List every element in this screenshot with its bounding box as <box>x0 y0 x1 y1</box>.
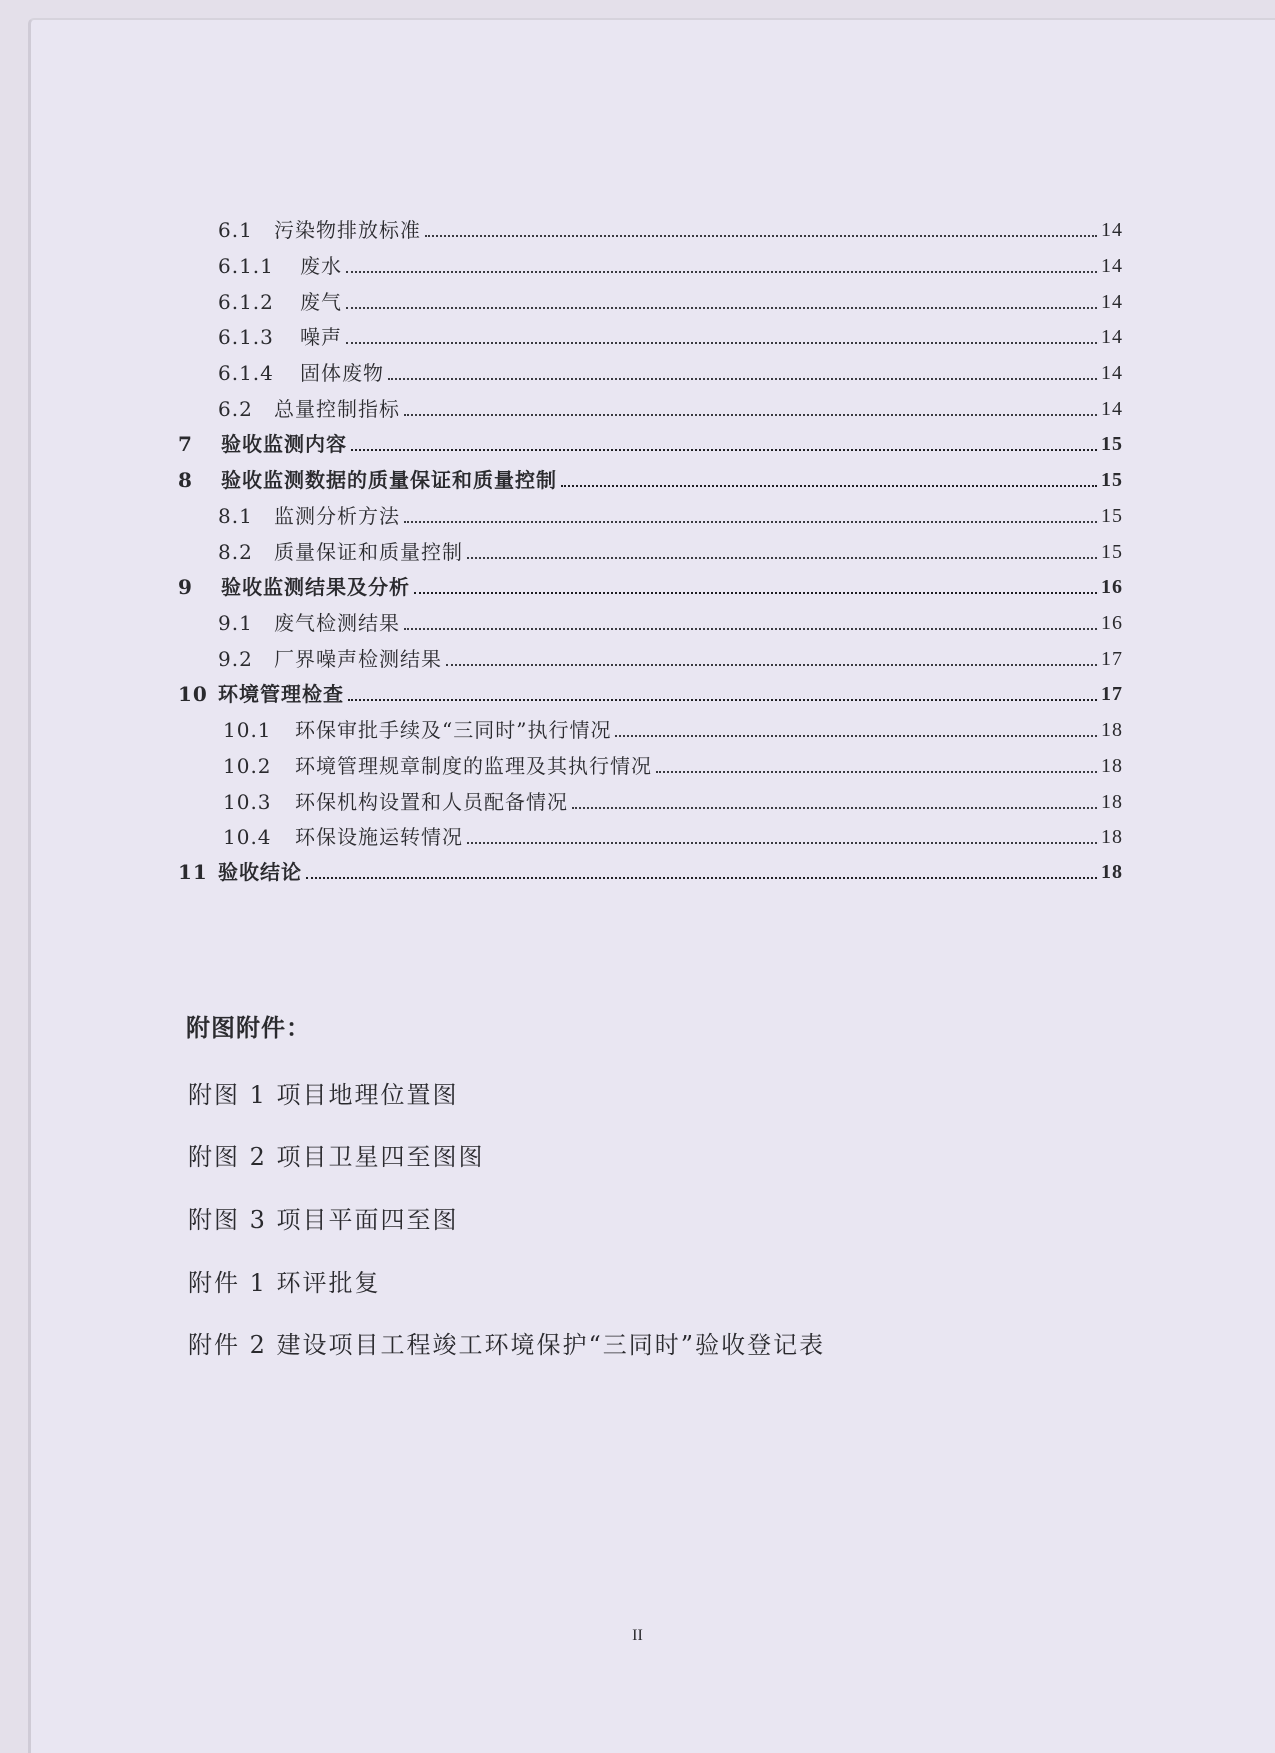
toc-dot-leader <box>346 271 1097 273</box>
attachments-heading: 附图附件： <box>186 1013 311 1042</box>
toc-dot-leader <box>404 414 1097 416</box>
toc-entry-page: 14 <box>1101 255 1123 277</box>
toc-entry[interactable] <box>178 677 1123 707</box>
toc-entry-title: 验收监测数据的质量保证和质量控制 <box>221 468 557 492</box>
toc-entry-page: 15 <box>1101 433 1123 455</box>
toc-entry-number: 7 <box>178 432 193 456</box>
toc-entry[interactable] <box>218 356 1123 386</box>
toc-entry[interactable] <box>218 535 1123 565</box>
toc-dot-leader <box>346 342 1097 344</box>
toc-entry-number: 8.1 <box>218 504 253 528</box>
toc-entry[interactable] <box>218 392 1123 422</box>
toc-entry[interactable] <box>218 642 1123 672</box>
toc-entry-page: 17 <box>1101 648 1123 670</box>
toc-entry-number: 6.1 <box>218 218 253 242</box>
toc-entry-number: 10.4 <box>223 825 272 849</box>
toc-entry-number: 9.2 <box>218 647 253 671</box>
toc-entry-number: 6.1.1 <box>218 254 274 278</box>
attachment-item: 附图 2 项目卫星四至图图 <box>188 1143 485 1171</box>
toc-entry[interactable] <box>223 820 1123 850</box>
attachment-item: 附件 1 环评批复 <box>188 1269 381 1297</box>
toc-entry-title: 固体废物 <box>300 361 384 385</box>
toc-entry-title: 环境管理规章制度的监理及其执行情况 <box>295 754 652 778</box>
toc-entry[interactable] <box>223 785 1123 815</box>
toc-entry-title: 废水 <box>300 254 342 278</box>
toc-entry-title: 验收结论 <box>218 860 302 884</box>
toc-entry-number: 11 <box>178 860 208 884</box>
attachment-item: 附图 3 项目平面四至图 <box>188 1206 459 1234</box>
toc-entry[interactable] <box>218 499 1123 529</box>
toc-entry-title: 污染物排放标准 <box>274 218 421 242</box>
toc-entry[interactable] <box>218 320 1123 350</box>
toc-entry-page: 14 <box>1101 291 1123 313</box>
toc-entry-title: 厂界噪声检测结果 <box>274 647 442 671</box>
toc-entry[interactable] <box>178 855 1123 885</box>
toc-entry[interactable] <box>218 285 1123 315</box>
toc-entry-page: 16 <box>1101 612 1123 634</box>
toc-entry[interactable] <box>223 749 1123 779</box>
toc-entry-number: 10 <box>178 682 208 706</box>
toc-entry-page: 18 <box>1101 755 1123 777</box>
toc-entry-title: 噪声 <box>300 325 342 349</box>
toc-dot-leader <box>446 664 1097 666</box>
toc-dot-leader <box>467 842 1097 844</box>
toc-entry-page: 15 <box>1101 541 1123 563</box>
toc-entry-title: 质量保证和质量控制 <box>274 540 463 564</box>
toc-dot-leader <box>346 307 1097 309</box>
toc-entry-title: 废气检测结果 <box>274 611 400 635</box>
toc-entry-number: 6.1.4 <box>218 361 274 385</box>
toc-entry-number: 6.2 <box>218 397 253 421</box>
toc-entry-title: 废气 <box>300 290 342 314</box>
toc-entry-title: 环境管理检查 <box>218 682 344 706</box>
toc-entry-title: 验收监测结果及分析 <box>221 575 410 599</box>
toc-entry[interactable] <box>178 463 1123 493</box>
toc-entry-number: 6.1.2 <box>218 290 274 314</box>
toc-entry-page: 15 <box>1101 469 1123 491</box>
toc-dot-leader <box>404 628 1097 630</box>
toc-entry-page: 18 <box>1101 861 1123 883</box>
toc-dot-leader <box>388 378 1097 380</box>
toc-entry-number: 9.1 <box>218 611 253 635</box>
toc-entry-page: 18 <box>1101 719 1123 741</box>
toc-entry[interactable] <box>223 713 1123 743</box>
toc-entry[interactable] <box>218 249 1123 279</box>
toc-entry-number: 10.2 <box>223 754 272 778</box>
toc-entry-title: 环保审批手续及“三同时”执行情况 <box>295 718 612 742</box>
toc-entry[interactable] <box>218 213 1123 243</box>
toc-entry-title: 验收监测内容 <box>221 432 347 456</box>
toc-entry-page: 17 <box>1101 683 1123 705</box>
toc-entry-page: 14 <box>1101 219 1123 241</box>
toc-entry-page: 15 <box>1101 505 1123 527</box>
toc-entry-number: 10.1 <box>223 718 272 742</box>
toc-entry-number: 9 <box>178 575 193 599</box>
toc-entry-page: 14 <box>1101 362 1123 384</box>
toc-entry-number: 10.3 <box>223 790 272 814</box>
toc-entry[interactable] <box>178 427 1123 457</box>
toc-entry-page: 18 <box>1101 791 1123 813</box>
toc-dot-leader <box>351 449 1097 451</box>
toc-entry-page: 18 <box>1101 826 1123 848</box>
toc-entry-page: 16 <box>1101 576 1123 598</box>
attachment-item: 附件 2 建设项目工程竣工环境保护“三同时”验收登记表 <box>188 1331 826 1359</box>
toc-entry[interactable] <box>218 606 1123 636</box>
toc-entry-title: 环保机构设置和人员配备情况 <box>295 790 568 814</box>
toc-dot-leader <box>572 807 1097 809</box>
toc-dot-leader <box>467 557 1097 559</box>
toc-entry-number: 8 <box>178 468 193 492</box>
toc-entry-page: 14 <box>1101 398 1123 420</box>
page-number: II <box>632 1627 643 1644</box>
toc-dot-leader <box>656 771 1097 773</box>
toc-entry-title: 监测分析方法 <box>274 504 400 528</box>
toc-entry-number: 8.2 <box>218 540 253 564</box>
toc-dot-leader <box>306 877 1097 879</box>
toc-dot-leader <box>425 235 1097 237</box>
toc-entry-page: 14 <box>1101 326 1123 348</box>
toc-dot-leader <box>348 699 1097 701</box>
toc-dot-leader <box>615 735 1097 737</box>
toc-entry[interactable] <box>178 570 1123 600</box>
toc-entry-title: 总量控制指标 <box>274 397 400 421</box>
toc-entry-number: 6.1.3 <box>218 325 274 349</box>
toc-dot-leader <box>561 485 1097 487</box>
attachment-item: 附图 1 项目地理位置图 <box>188 1081 459 1109</box>
toc-dot-leader <box>404 521 1097 523</box>
toc-entry-title: 环保设施运转情况 <box>295 825 463 849</box>
toc-dot-leader <box>414 592 1097 594</box>
